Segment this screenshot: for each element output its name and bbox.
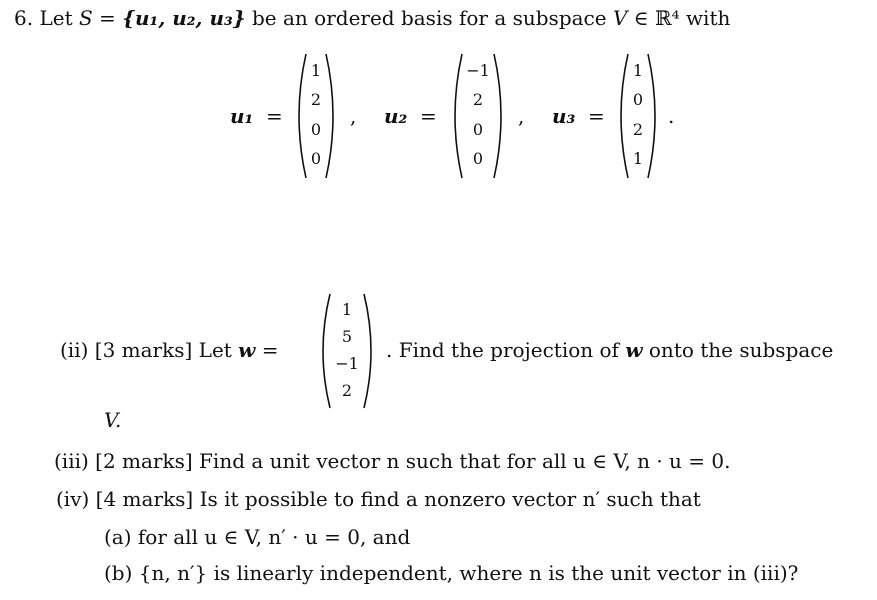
part-ii-equals: = (261, 338, 279, 362)
part-ii-marks: [3 marks] (94, 338, 193, 362)
problem-number: 6. (14, 6, 34, 30)
real-space: ℝ⁴ (654, 6, 680, 30)
w-entry: −1 (335, 353, 359, 373)
u3-name: u₃ (552, 104, 576, 128)
part-iv-a-label: (a) (104, 525, 132, 549)
u3-entry: 2 (632, 119, 644, 139)
part-iii-label: (iii) (54, 449, 89, 473)
basis-set: {u₁, u₂, u₃} (122, 6, 246, 30)
part-iv-a-text: for all u ∈ V, n′ · u = 0, and (137, 525, 411, 549)
w-entry: 2 (341, 380, 353, 400)
u2-entry: 0 (472, 119, 484, 139)
u1-entry: 0 (310, 149, 322, 169)
subspace-v-line: V. (104, 408, 122, 432)
w-symbol: w (238, 338, 256, 362)
part-ii-text: . Find the projection of (386, 338, 619, 362)
w-entry: 5 (341, 326, 353, 346)
w-entries (326, 296, 368, 404)
u1-name: u₁ (230, 104, 254, 128)
problem-statement (14, 6, 730, 30)
set-symbol: S (78, 6, 93, 30)
part-iii (54, 449, 730, 473)
part-iv-text: Is it possible to find a nonzero vector n′ such that (199, 487, 701, 511)
u3-equals: = (588, 104, 605, 128)
u2-equals: = (420, 104, 437, 128)
comma: , (350, 104, 357, 128)
part-ii-let: Let (198, 338, 232, 362)
w-entry: 1 (341, 299, 353, 319)
equals: = (99, 6, 116, 30)
w-symbol-2: w (625, 338, 643, 362)
u2-entries (458, 56, 498, 174)
u3-entry: 1 (632, 149, 644, 169)
part-iii-text: Find a unit vector n such that for all u ∈ V, n · u = 0. (199, 449, 731, 473)
u1-entry: 0 (310, 119, 322, 139)
u2-entry: −1 (466, 60, 490, 80)
part-ii-lead (60, 338, 279, 362)
u3-entry: 0 (632, 90, 644, 110)
u1-entries (302, 56, 330, 174)
u3-entry: 1 (632, 60, 644, 80)
u1-entry: 2 (310, 90, 322, 110)
u1-equals: = (266, 104, 283, 128)
part-iv-b-text: {n, n′} is linearly independent, where n is the unit vector in (iii)? (138, 561, 799, 585)
part-iv-b (104, 561, 798, 585)
with-text: with (685, 6, 731, 30)
part-iv-marks: [4 marks] (95, 487, 194, 511)
part-iii-marks: [2 marks] (95, 449, 193, 473)
part-ii-text-2: onto the subspace (648, 338, 834, 362)
subspace-symbol: V (612, 6, 628, 30)
part-ii-question (386, 338, 833, 362)
part-iv-label: (iv) (56, 487, 90, 511)
u1-entry: 1 (310, 60, 322, 80)
comma: , (518, 104, 525, 128)
u2-entry: 0 (472, 149, 484, 169)
part-ii-label: (ii) (60, 338, 89, 362)
part-iv-b-label: (b) (104, 561, 133, 585)
u3-entries (624, 56, 652, 174)
part-iv-a (104, 525, 410, 549)
intro-text: Let (39, 6, 73, 30)
element-of: ∈ (633, 6, 649, 30)
period: . (668, 104, 675, 128)
u2-entry: 2 (472, 90, 484, 110)
u2-name: u₂ (384, 104, 408, 128)
intro-text-2: be an ordered basis for a subspace (252, 6, 607, 30)
part-iv (56, 487, 701, 511)
